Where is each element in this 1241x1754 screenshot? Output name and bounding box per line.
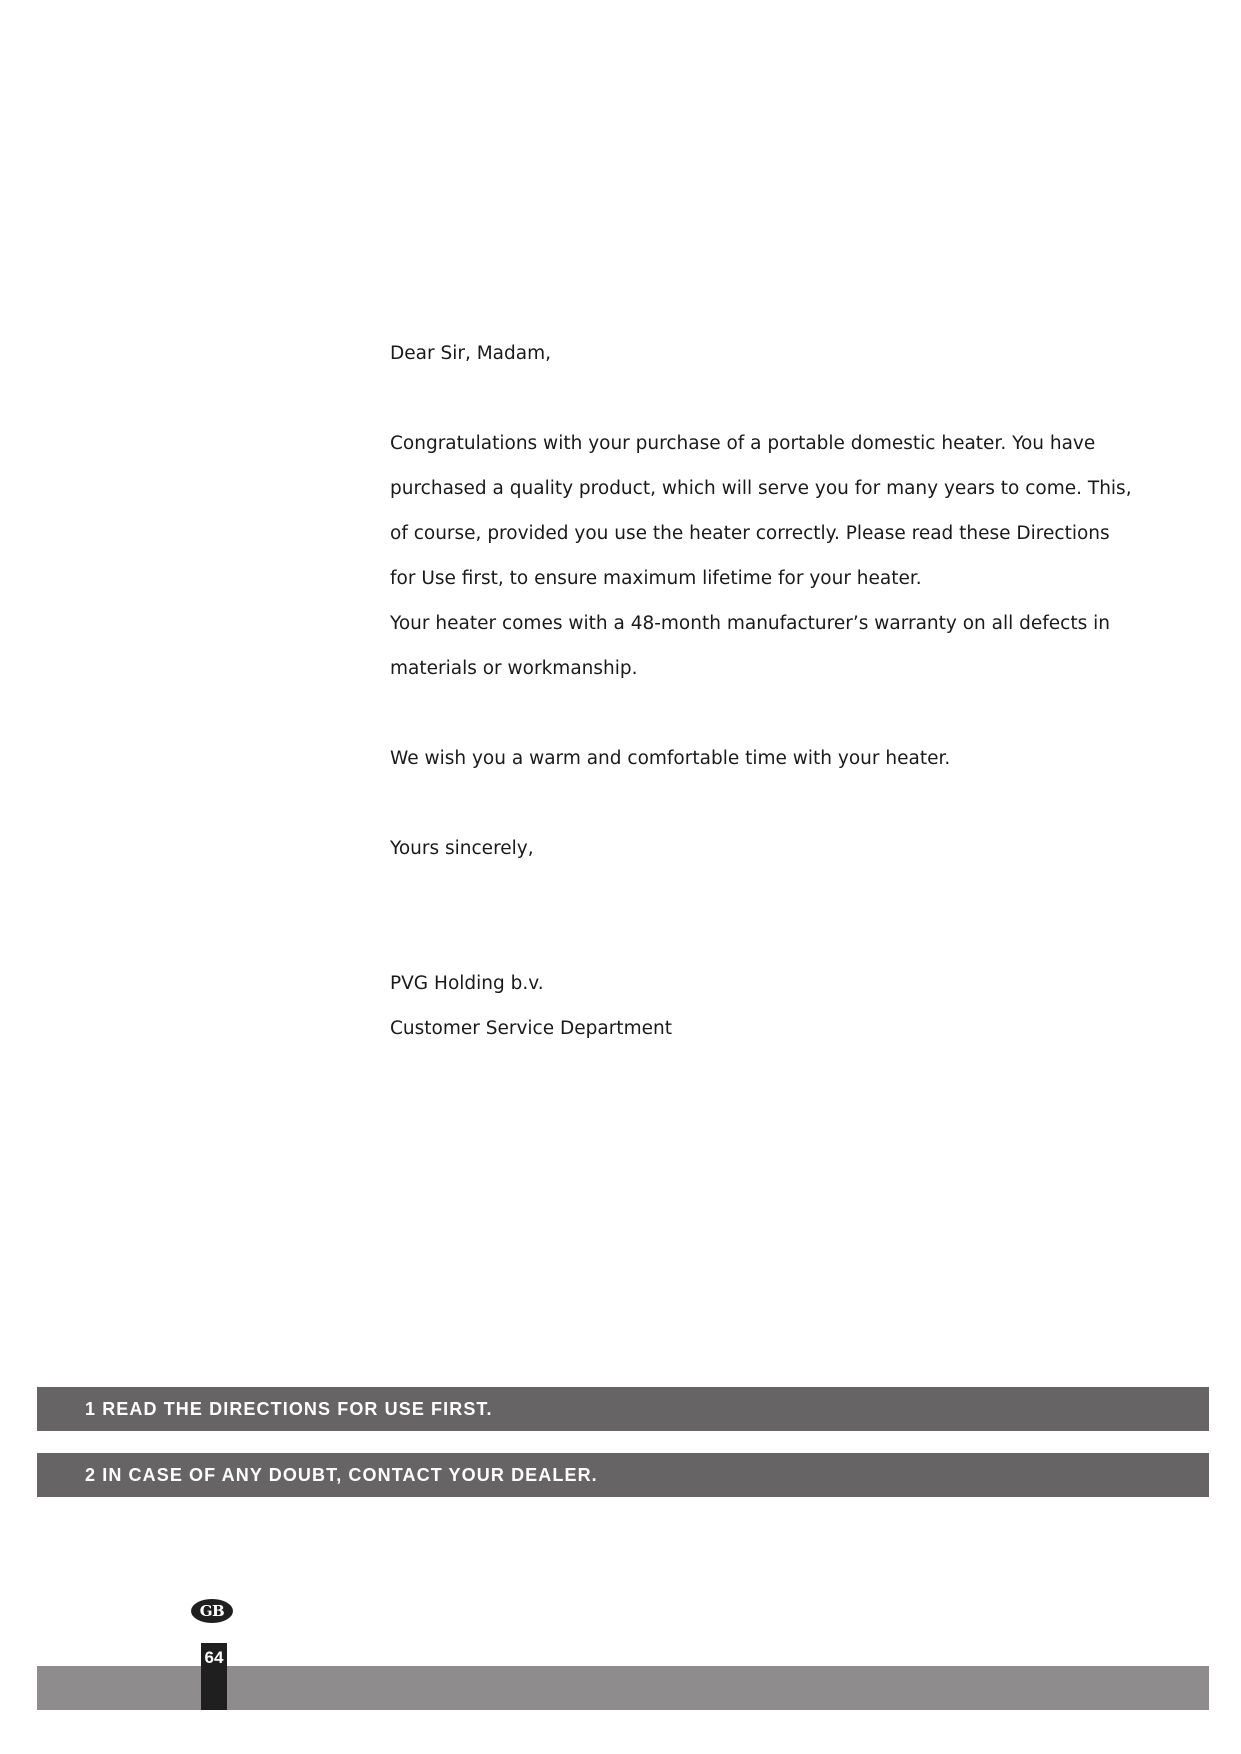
salutation: Dear Sir, Madam, xyxy=(390,343,551,364)
paragraph-line: Congratulations with your purchase of a portable domestic heater. You have xyxy=(390,433,1096,454)
company-name: PVG Holding b.v. xyxy=(390,973,544,994)
paragraph-line: Your heater comes with a 48-month manufacturer’s warranty on all defects in xyxy=(390,613,1110,634)
paragraph-line: materials or workmanship. xyxy=(390,658,638,679)
page-number: 64 xyxy=(201,1643,227,1710)
paragraph-line: for Use first, to ensure maximum lifetime for your heater. xyxy=(390,568,922,589)
notice-bar-2: 2 IN CASE OF ANY DOUBT, CONTACT YOUR DEALER. xyxy=(37,1453,1209,1497)
paragraph-line: purchased a quality product, which will serve you for many years to come. This, xyxy=(390,478,1132,499)
notice-bar-1: 1 READ THE DIRECTIONS FOR USE FIRST. xyxy=(37,1387,1209,1431)
department-name: Customer Service Department xyxy=(390,1018,672,1039)
wish-line: We wish you a warm and comfortable time with your heater. xyxy=(390,748,951,769)
paragraph-line: of course, provided you use the heater correctly. Please read these Directions xyxy=(390,523,1110,544)
closing: Yours sincerely, xyxy=(390,838,534,859)
language-badge: GB xyxy=(191,1599,233,1623)
